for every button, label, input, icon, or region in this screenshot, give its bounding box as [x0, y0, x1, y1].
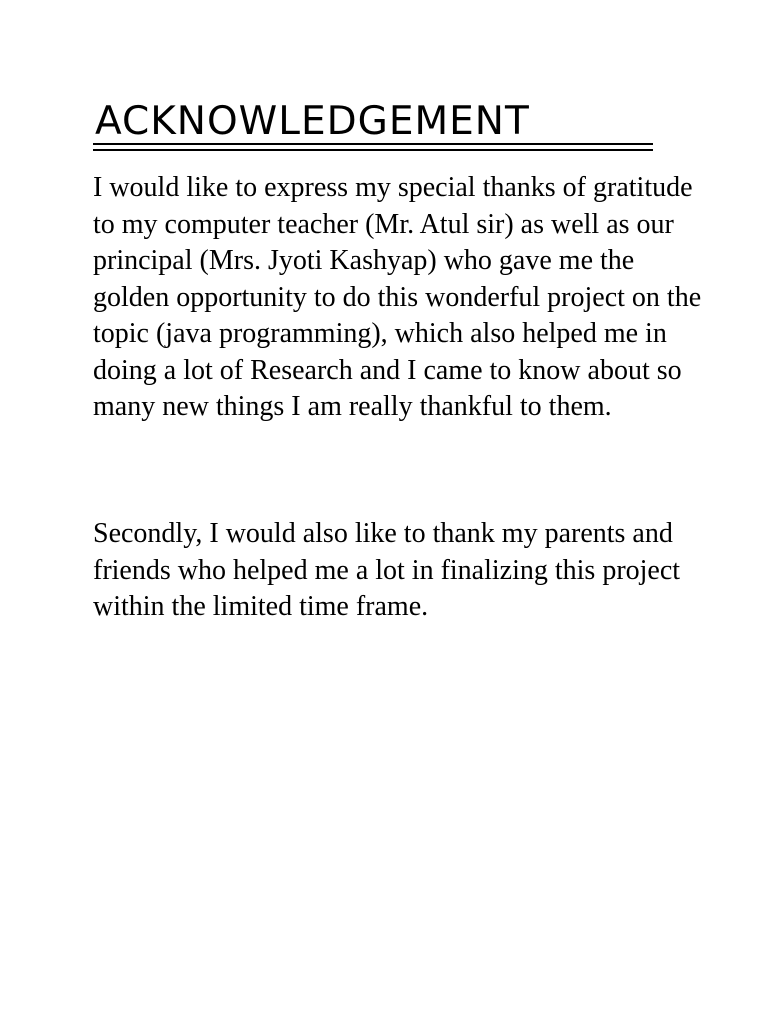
page-title: ACKNOWLEDGEMENT [95, 99, 530, 144]
paragraph-thanks-teachers: I would like to express my special thanks of gratitude to my computer teacher (Mr. Atul sir) as well as our principal (Mrs. Jyoti Kashyap) who gave me the golden opportunity to do this wonderful project on the topic (java programming), which also helped me in doing a lot of Research and I came to know about so many new things I am really thankful to them. [93, 172, 702, 422]
paragraph-thanks-family: Secondly, I would also like to thank my parents and friends who helped me a lot in finalizing this project within the limited time frame. [93, 518, 681, 622]
title-double-underline [93, 143, 653, 151]
